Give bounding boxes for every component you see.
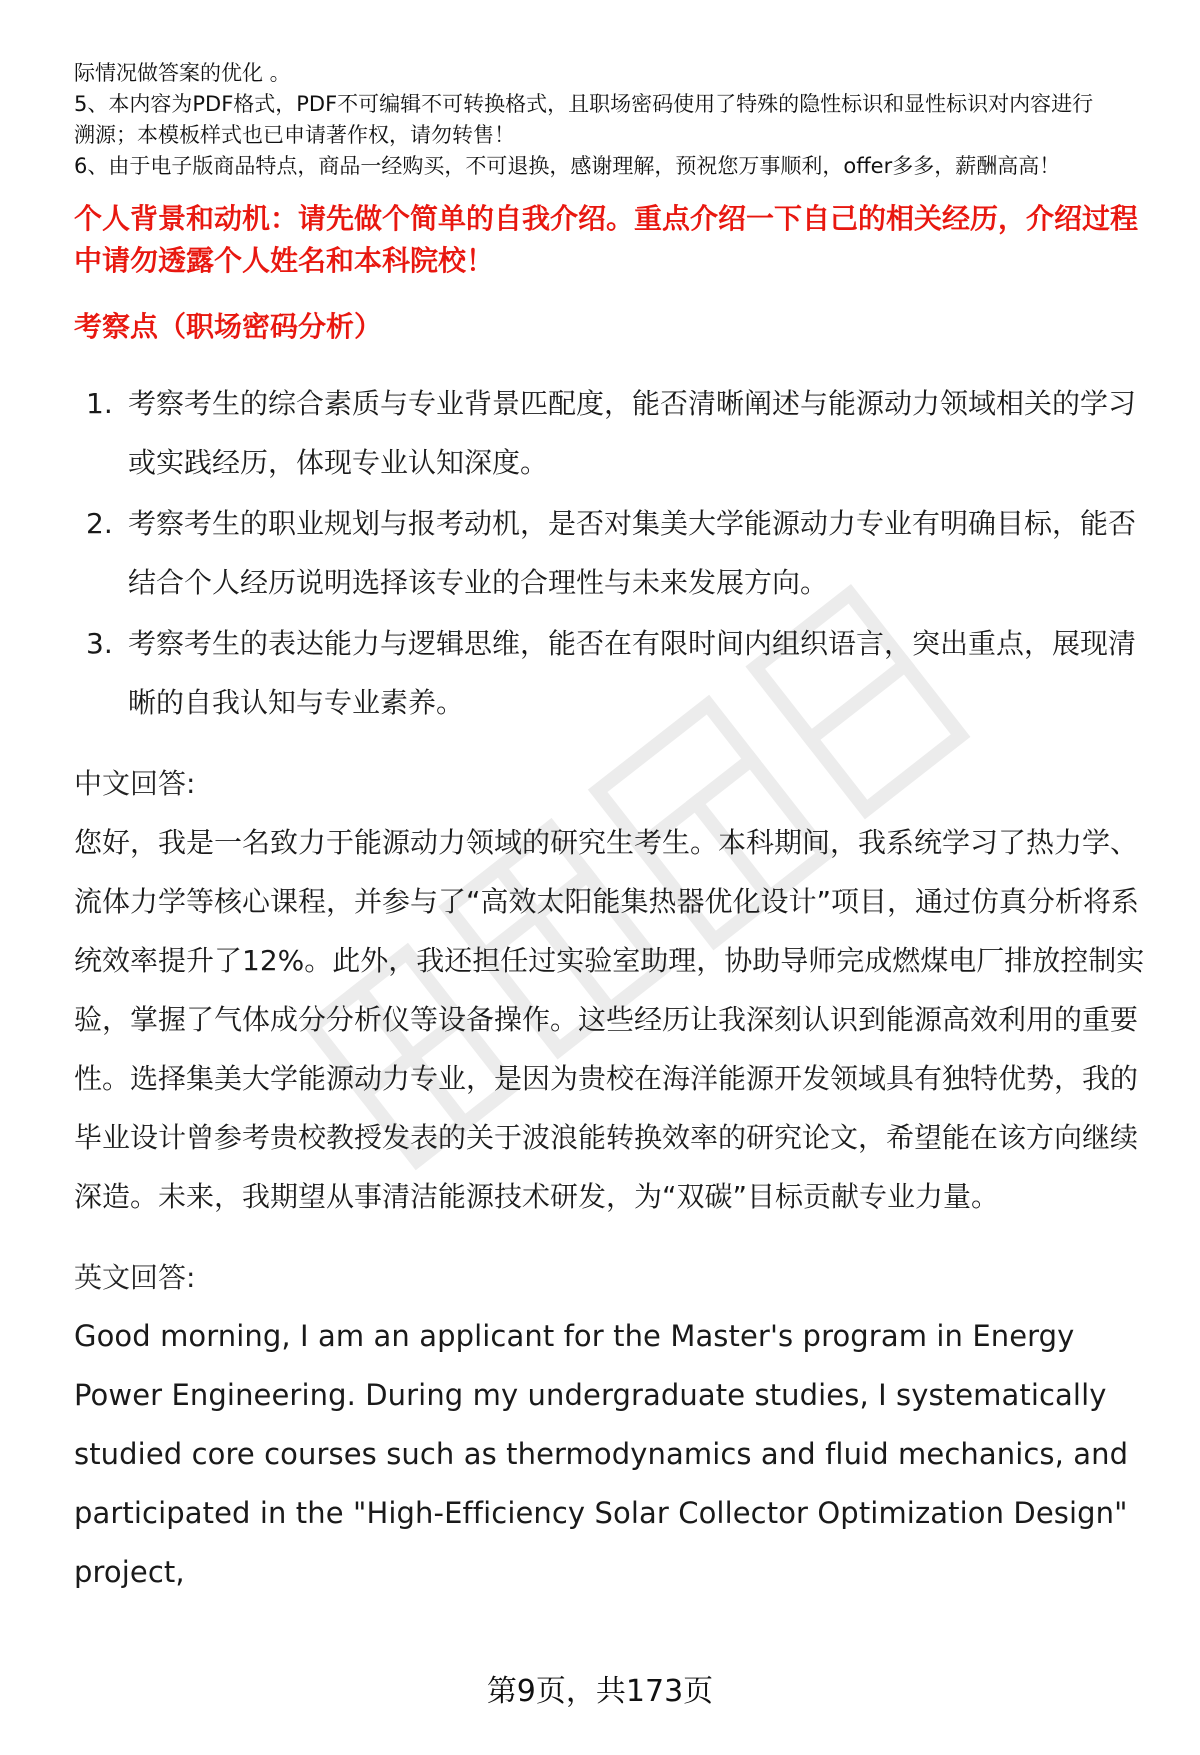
analysis-point [74,494,1154,612]
point-text: 考察考生的综合素质与专业背景匹配度，能否清晰阐述与能源动力领域相关的学习或实践经历，体现专业认知深度。 [128,387,1137,479]
notice-line: 际情况做答案的优化 。 [74,61,291,85]
english-answer-label: 英文回答: [74,1261,196,1294]
analysis-point [74,374,1154,492]
chinese-answer-label: 中文回答: [74,767,196,800]
notice-item-5-cont: 溯源；本模板样式也已申请著作权，请勿转售！ [74,123,515,147]
analysis-heading: 考察点（职场密码分析） [74,310,383,343]
point-text: 考察考生的表达能力与逻辑思维，能否在有限时间内组织语言，突出重点，展现清晰的自我认知与专业素养。 [128,627,1137,719]
notice-item-6: 6、由于电子版商品特点，商品一经购买，不可退换，感谢理解，预祝您万事顺利，offer多多，薪酬高高！ [74,154,1061,178]
notice-block [74,58,1154,182]
analysis-point [74,614,1154,732]
english-answer-text: Good morning, I am an applicant for the Master's program in Energy Power Engineering. During my undergraduate studies, I systematically studied core courses such as thermodynamics and fluid mechanics, and participated in the "High-Efficiency Solar Collector Optimization Design" project, [74,1319,1129,1589]
point-text: 考察考生的职业规划与报考动机，是否对集美大学能源动力专业有明确目标，能否结合个人经历说明选择该专业的合理性与未来发展方向。 [128,507,1137,599]
chinese-answer-text: 您好，我是一名致力于能源动力领域的研究生考生。本科期间，我系统学习了热力学、流体力学等核心课程，并参与了“高效太阳能集热器优化设计”项目，通过仿真分析将系统效率提升了12%。此外，我还担任过实验室助理，协助导师完成燃煤电厂排放控制实验，掌握了气体成分分析仪等设备操作。这些经历让我深刻认识到能源高效利用的重要性。选择集美大学能源动力专业，是因为贵校在海洋能源开发领域具有独特优势，我的毕业设计曾参考贵校教授发表的关于波浪能转换效率的研究论文，希望能在该方向继续深造。未来，我期望从事清洁能源技术研发，为“双碳”目标贡献专业力量。 [74,826,1145,1213]
notice-item-5: 5、本内容为PDF格式，PDF不可编辑不可转换格式，且职场密码使用了特殊的隐性标识和显性标识对内容进行 [74,92,1094,116]
point-number: 2. [86,507,113,540]
question-title: 个人背景和动机：请先做个简单的自我介绍。重点介绍一下自己的相关经历，介绍过程中请勿透露个人姓名和本科院校！ [74,202,1139,277]
page-number: 第9页，共173页 [486,1674,714,1709]
document-page [74,58,1154,1602]
point-number: 1. [86,387,113,420]
analysis-points [74,374,1154,732]
point-number: 3. [86,627,113,660]
